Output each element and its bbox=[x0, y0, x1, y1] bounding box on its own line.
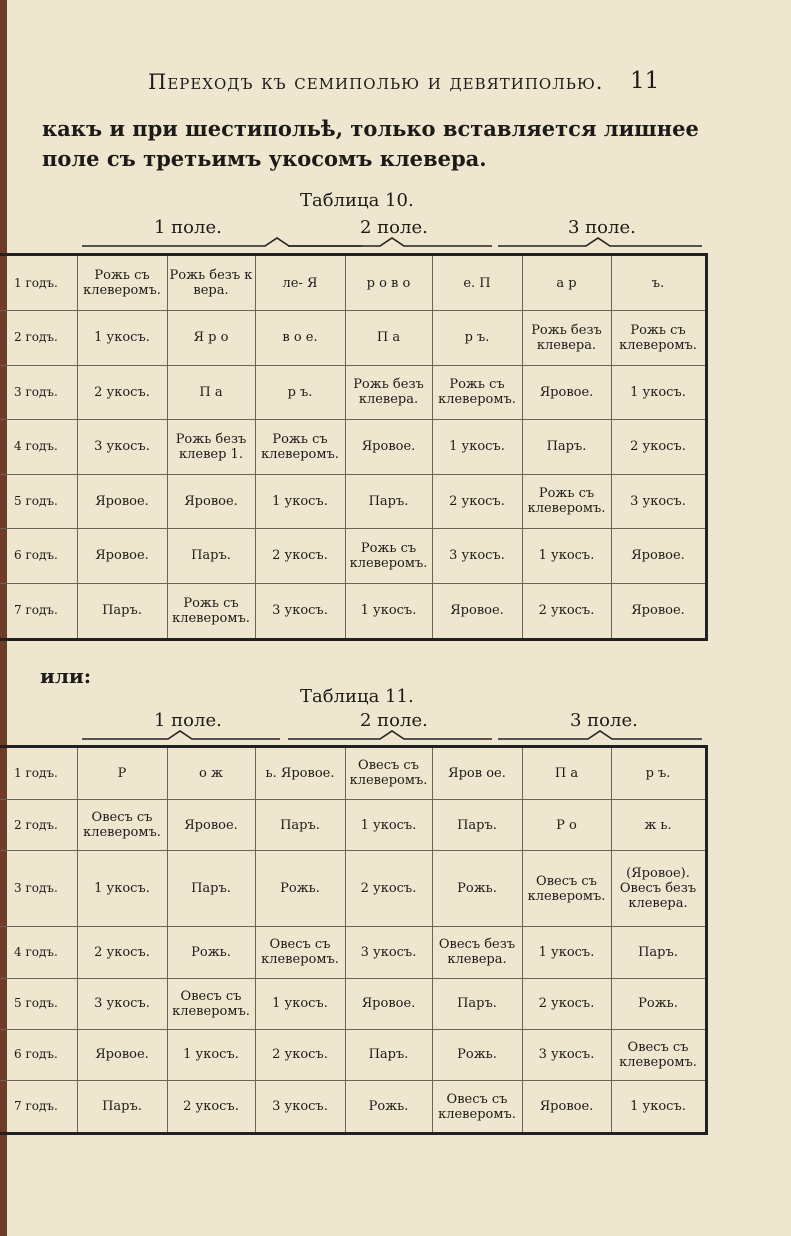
table-row bbox=[0, 529, 706, 583]
table-cell: Рожь. bbox=[167, 927, 255, 978]
table-cell: Овесъ съ клеверомъ. bbox=[77, 799, 167, 850]
table-cell: в о е. bbox=[255, 311, 345, 365]
table-cell: Паръ. bbox=[345, 474, 432, 528]
table-cell: Паръ. bbox=[432, 799, 522, 850]
table-cell: Рожь съ клеверомъ. bbox=[345, 529, 432, 583]
table-cell: 2 укосъ. bbox=[522, 978, 611, 1029]
table-cell: о ж bbox=[167, 747, 255, 800]
table-row bbox=[0, 1029, 706, 1080]
table-cell: 2 укосъ. bbox=[522, 583, 611, 639]
table-row bbox=[0, 799, 706, 850]
intro-paragraph: какъ и при шестипольѣ, только вставляется лишнее поле съ третьимъ укосомъ клевера. bbox=[42, 116, 699, 171]
table10-caption: Таблица 10. bbox=[300, 190, 414, 211]
table-cell: 2 укосъ. bbox=[167, 1081, 255, 1134]
rotation-table-11 bbox=[0, 745, 708, 1135]
table-cell: Паръ. bbox=[345, 1029, 432, 1080]
table-cell: Рожь. bbox=[611, 978, 706, 1029]
table-cell: 1 укосъ. bbox=[77, 311, 167, 365]
table10-field2-label: 2 поле. bbox=[360, 217, 428, 238]
table-cell: Рожь безъ клевера. bbox=[522, 311, 611, 365]
table-cell: ле- Я bbox=[255, 255, 345, 311]
table-cell: Рожь съ клеверомъ. bbox=[522, 474, 611, 528]
table-cell: Паръ. bbox=[167, 529, 255, 583]
table-cell: 2 укосъ. bbox=[77, 365, 167, 419]
table-cell: 3 укосъ. bbox=[255, 583, 345, 639]
table-cell: П а bbox=[345, 311, 432, 365]
table-cell: Овесъ съ клеверомъ. bbox=[522, 851, 611, 927]
table-cell: Рожь съ клеверомъ. bbox=[167, 583, 255, 639]
page-header bbox=[0, 62, 791, 102]
table-cell: 1 укосъ. bbox=[611, 365, 706, 419]
table11-field-braces bbox=[80, 729, 704, 741]
table-cell: Овесъ съ клеверомъ. bbox=[345, 747, 432, 800]
table-cell: 1 укосъ. bbox=[432, 420, 522, 474]
table10-field-braces bbox=[80, 236, 704, 248]
table-cell: Овесъ съ клеверомъ. bbox=[167, 978, 255, 1029]
table-cell: Паръ. bbox=[77, 583, 167, 639]
table-row bbox=[0, 474, 706, 528]
table-cell: 1 укосъ. bbox=[167, 1029, 255, 1080]
table-cell: Яровое. bbox=[611, 583, 706, 639]
table-cell: 1 укосъ. bbox=[77, 851, 167, 927]
table-cell: Рожь безъ к вера. bbox=[167, 255, 255, 311]
year-label-cell: 2 годъ. bbox=[0, 311, 77, 365]
table-cell: Яровое. bbox=[522, 1081, 611, 1134]
year-label-cell: 7 годъ. bbox=[0, 1081, 77, 1134]
table-cell: Овесъ съ клеверомъ. bbox=[611, 1029, 706, 1080]
rotation-table-10 bbox=[0, 253, 708, 641]
table-row bbox=[0, 583, 706, 639]
table-cell: Рожь безъ клевера. bbox=[345, 365, 432, 419]
table-cell: 2 укосъ. bbox=[345, 851, 432, 927]
table-cell: Яровое. bbox=[345, 420, 432, 474]
year-label-cell: 1 годъ. bbox=[0, 255, 77, 311]
table-cell: 3 укосъ. bbox=[77, 420, 167, 474]
or-label: или: bbox=[40, 664, 92, 688]
year-label-cell: 4 годъ. bbox=[0, 927, 77, 978]
table-cell: Овесъ безъ клевера. bbox=[432, 927, 522, 978]
table-cell: Яровое. bbox=[167, 474, 255, 528]
table-cell: 1 укосъ. bbox=[345, 799, 432, 850]
year-label-cell: 2 годъ. bbox=[0, 799, 77, 850]
table-cell: Я р о bbox=[167, 311, 255, 365]
table-cell: П а bbox=[522, 747, 611, 800]
year-label-cell: 4 годъ. bbox=[0, 420, 77, 474]
table-cell: Яровое. bbox=[77, 1029, 167, 1080]
table-row bbox=[0, 1081, 706, 1134]
table-cell: Рожь. bbox=[255, 851, 345, 927]
table-cell: 3 укосъ. bbox=[345, 927, 432, 978]
table-cell: Рожь съ клеверомъ. bbox=[255, 420, 345, 474]
table-row bbox=[0, 365, 706, 419]
table-cell: Паръ. bbox=[611, 927, 706, 978]
table-cell: Яровое. bbox=[611, 529, 706, 583]
running-title: Переходъ къ семиполью и девятиполью. bbox=[148, 70, 604, 94]
year-label-cell: 5 годъ. bbox=[0, 978, 77, 1029]
table-cell: 3 укосъ. bbox=[432, 529, 522, 583]
table-cell: Паръ. bbox=[167, 851, 255, 927]
table10-field3-label: 3 поле. bbox=[568, 217, 636, 238]
table11-field3-label: 3 поле. bbox=[570, 710, 638, 731]
table-cell: Р bbox=[77, 747, 167, 800]
table-cell: ж ь. bbox=[611, 799, 706, 850]
table-cell: Рожь. bbox=[432, 851, 522, 927]
table-cell: 3 укосъ. bbox=[77, 978, 167, 1029]
table-cell: Рожь. bbox=[345, 1081, 432, 1134]
table-cell: П а bbox=[167, 365, 255, 419]
table-cell: Рожь. bbox=[432, 1029, 522, 1080]
table-cell: 3 укосъ. bbox=[611, 474, 706, 528]
year-label-cell: 6 годъ. bbox=[0, 529, 77, 583]
table-cell: Яровое. bbox=[432, 583, 522, 639]
table-cell: (Яровое). Овесъ безъ клевера. bbox=[611, 851, 706, 927]
table-cell: Яровое. bbox=[77, 529, 167, 583]
table-cell: Овесъ съ клеверомъ. bbox=[432, 1081, 522, 1134]
table-row bbox=[0, 851, 706, 927]
table-cell: 2 укосъ. bbox=[432, 474, 522, 528]
table-cell: 2 укосъ. bbox=[255, 529, 345, 583]
table11-field2-label: 2 поле. bbox=[360, 710, 428, 731]
table-cell: Яровое. bbox=[522, 365, 611, 419]
table11-caption: Таблица 11. bbox=[300, 686, 414, 707]
table-cell: Паръ. bbox=[522, 420, 611, 474]
table-cell: 2 укосъ. bbox=[77, 927, 167, 978]
table-row bbox=[0, 255, 706, 311]
table-cell: 3 укосъ. bbox=[255, 1081, 345, 1134]
table-cell: Рожь съ клеверомъ. bbox=[611, 311, 706, 365]
table10-field1-label: 1 поле. bbox=[154, 217, 222, 238]
table-cell: Овесъ съ клеверомъ. bbox=[255, 927, 345, 978]
table-cell: р ъ. bbox=[255, 365, 345, 419]
table-cell: Р о bbox=[522, 799, 611, 850]
table-cell: Рожь безъ клевер 1. bbox=[167, 420, 255, 474]
table-cell: 1 укосъ. bbox=[255, 978, 345, 1029]
table-cell: р ъ. bbox=[611, 747, 706, 800]
table-cell: Рожь съ клеверомъ. bbox=[77, 255, 167, 311]
table-cell: 1 укосъ. bbox=[255, 474, 345, 528]
table-cell: Яровое. bbox=[77, 474, 167, 528]
table-cell: Рожь съ клеверомъ. bbox=[432, 365, 522, 419]
table-cell: Паръ. bbox=[77, 1081, 167, 1134]
table-row bbox=[0, 747, 706, 800]
table11-field1-label: 1 поле. bbox=[154, 710, 222, 731]
table-cell: а р bbox=[522, 255, 611, 311]
table-cell: Яровое. bbox=[167, 799, 255, 850]
year-label-cell: 6 годъ. bbox=[0, 1029, 77, 1080]
table-cell: р ъ. bbox=[432, 311, 522, 365]
table-cell: Яровое. bbox=[345, 978, 432, 1029]
table-cell: 1 укосъ. bbox=[522, 529, 611, 583]
page-number: 11 bbox=[630, 68, 660, 94]
table-cell: Паръ. bbox=[432, 978, 522, 1029]
year-label-cell: 1 годъ. bbox=[0, 747, 77, 800]
table-cell: Яров ое. bbox=[432, 747, 522, 800]
year-label-cell: 3 годъ. bbox=[0, 365, 77, 419]
table-row bbox=[0, 927, 706, 978]
table-cell: 3 укосъ. bbox=[522, 1029, 611, 1080]
table-cell: 1 укосъ. bbox=[522, 927, 611, 978]
table-row bbox=[0, 978, 706, 1029]
table-cell: 2 укосъ. bbox=[255, 1029, 345, 1080]
table-cell: р о в о bbox=[345, 255, 432, 311]
table-row bbox=[0, 420, 706, 474]
year-label-cell: 5 годъ. bbox=[0, 474, 77, 528]
table-cell: 1 укосъ. bbox=[611, 1081, 706, 1134]
table-cell: Паръ. bbox=[255, 799, 345, 850]
year-label-cell: 7 годъ. bbox=[0, 583, 77, 639]
table-cell: 1 укосъ. bbox=[345, 583, 432, 639]
table-cell: е. П bbox=[432, 255, 522, 311]
table-cell: ъ. bbox=[611, 255, 706, 311]
table-cell: ь. Яровое. bbox=[255, 747, 345, 800]
year-label-cell: 3 годъ. bbox=[0, 851, 77, 927]
table-row bbox=[0, 311, 706, 365]
table-cell: 2 укосъ. bbox=[611, 420, 706, 474]
